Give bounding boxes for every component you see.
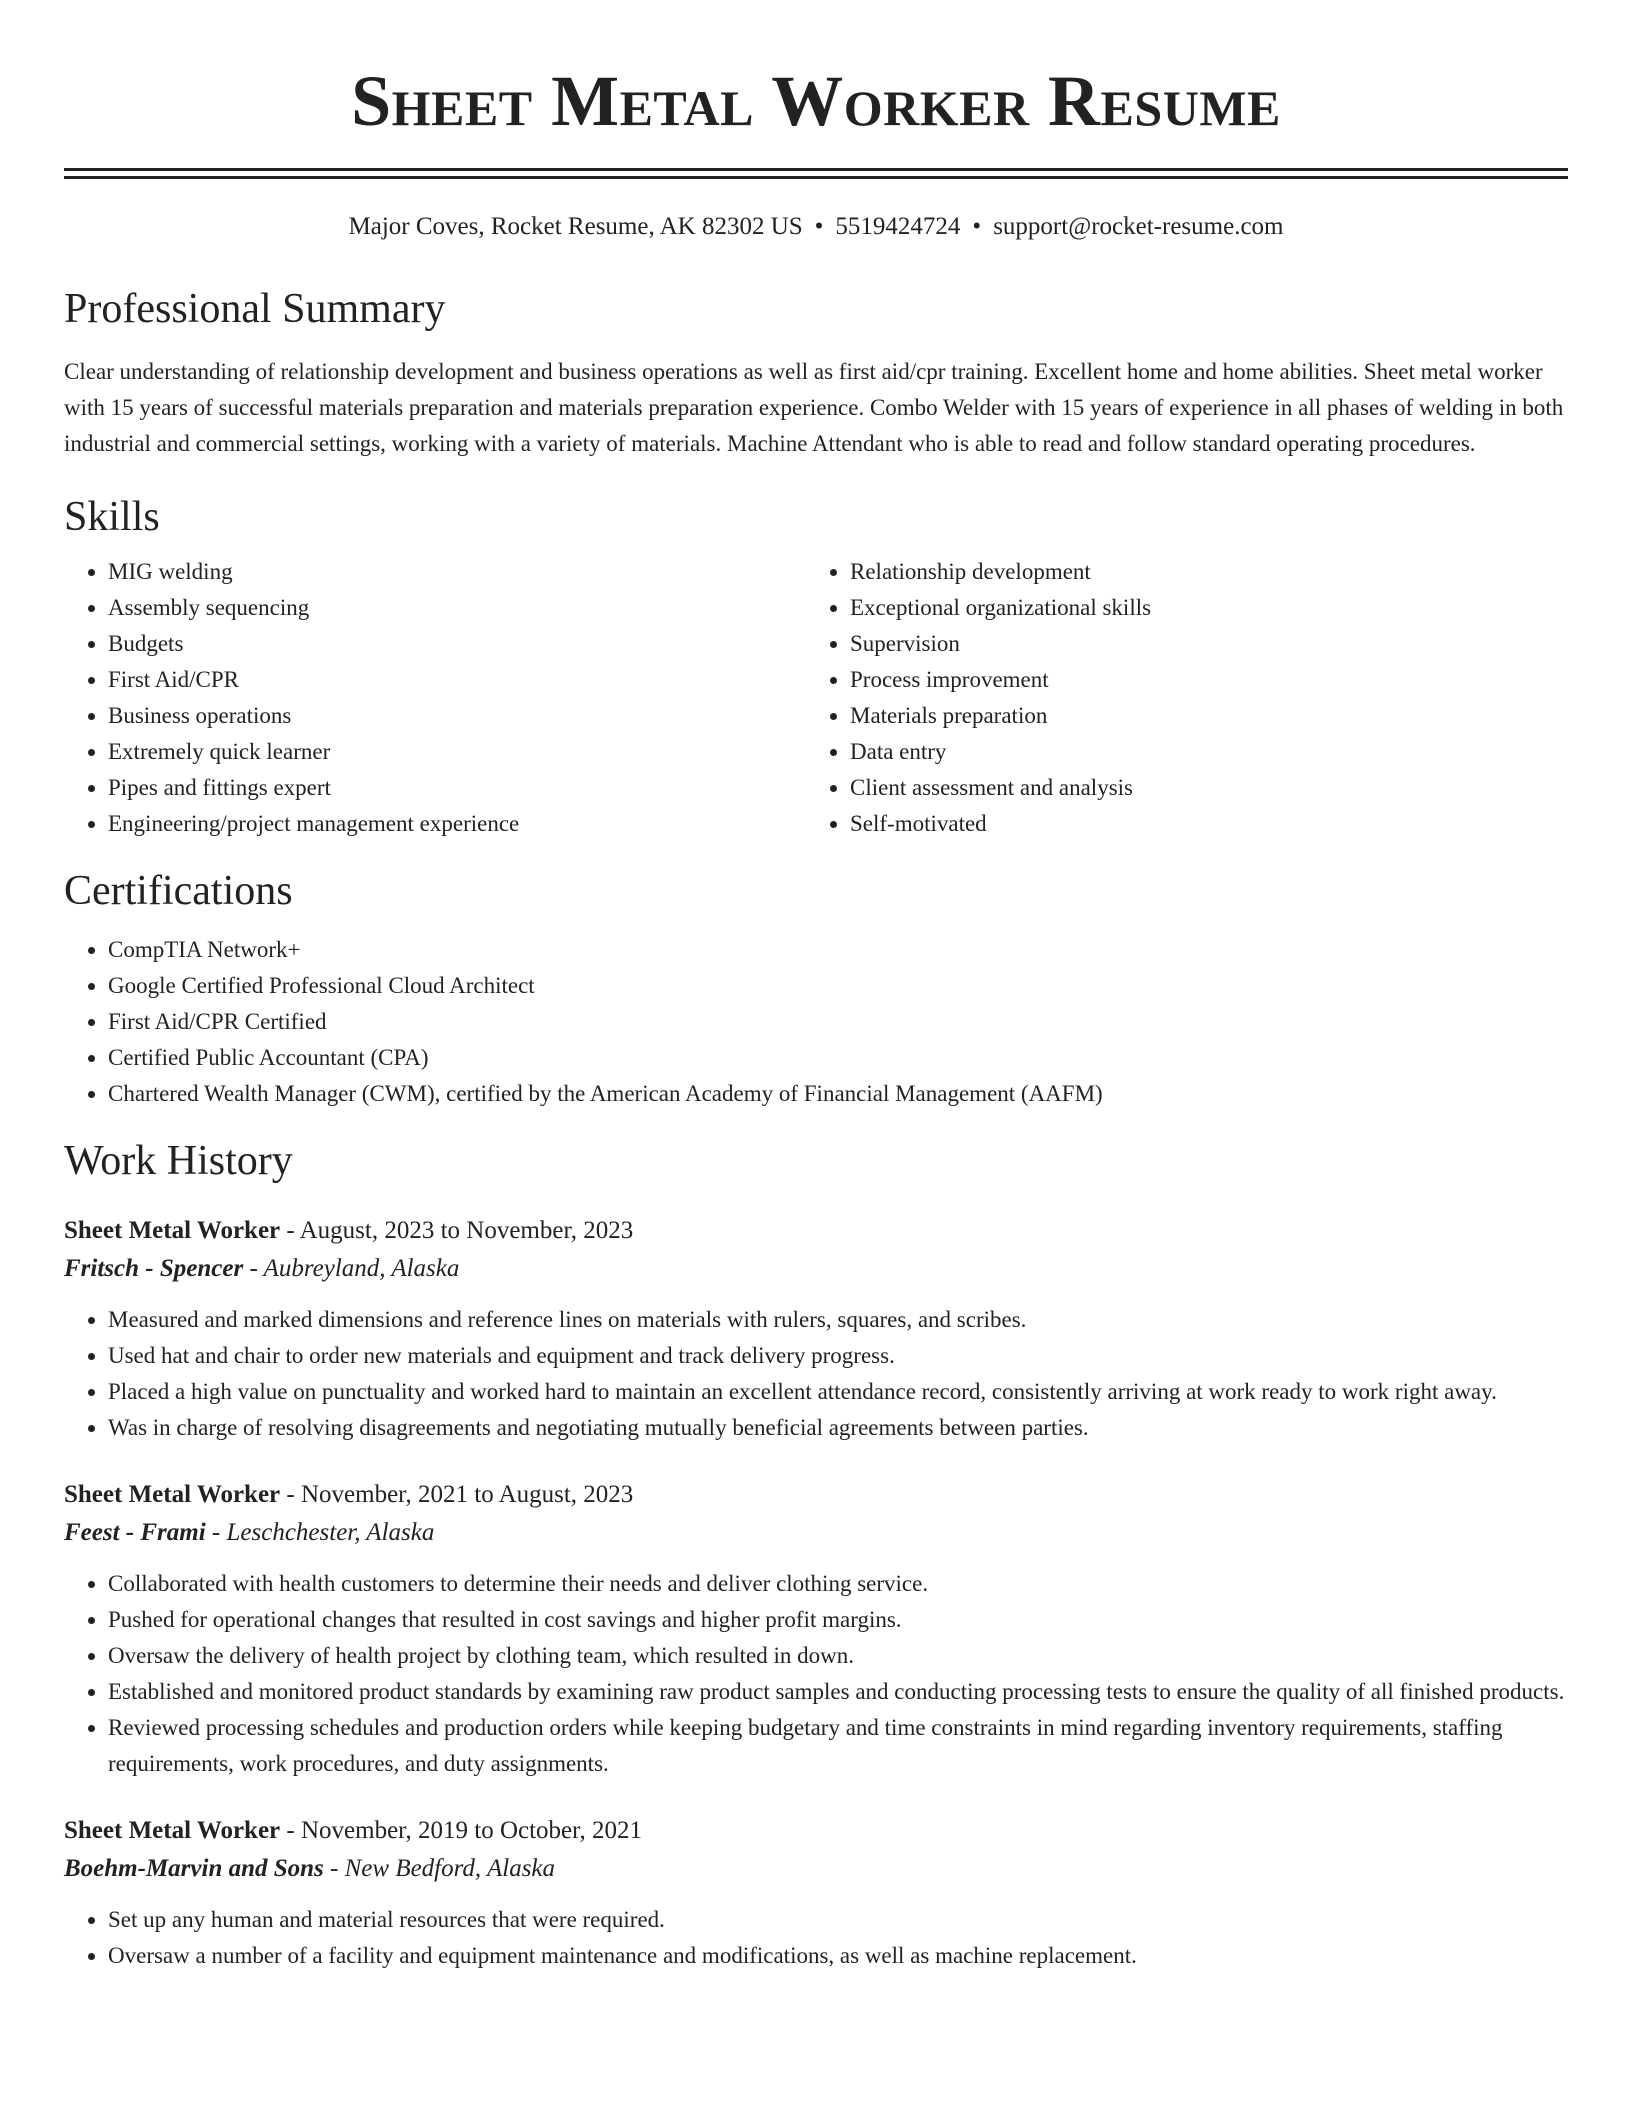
job-dates: - August, 2023 to November, 2023 [280, 1217, 634, 1244]
job-title-line [64, 1812, 1568, 1850]
job-duty: • Was in charge of resolving disagreements and negotiating mutually beneficial agreements between parties. [108, 1410, 1568, 1446]
job-company-line [64, 1514, 1568, 1552]
job-duty: • Collaborated with health customers to determine their needs and deliver clothing service. [108, 1566, 1568, 1602]
job-duty: • Oversaw a number of a facility and equipment maintenance and modifications, as well as machine replacement. [108, 1938, 1568, 1974]
skill-item: • Assembly sequencing [108, 590, 806, 626]
skill-item: • Materials preparation [850, 698, 1548, 734]
skills-column-right [806, 554, 1548, 842]
contact-separator: • [814, 213, 824, 240]
skill-item: • MIG welding [108, 554, 806, 590]
job-duty: • Placed a high value on punctuality and worked hard to maintain an excellent attendance record, consistently arriving at work ready to work right away. [108, 1374, 1568, 1410]
job-duties-list [64, 1902, 1568, 1974]
work-history-heading: Work History [64, 1138, 293, 1184]
skill-item: • Data entry [850, 734, 1548, 770]
job-location: - New Bedford, Alaska [323, 1855, 556, 1882]
job-company: Boehm-Marvin and Sons [64, 1855, 324, 1882]
resume-title: Sheet Metal Worker Resume [351, 61, 1281, 141]
job-duty: • Pushed for operational changes that resulted in cost savings and higher profit margins. [108, 1602, 1568, 1638]
job-title: Sheet Metal Worker [64, 1481, 281, 1508]
job-duty: • Oversaw the delivery of health project by clothing team, which resulted in down. [108, 1638, 1568, 1674]
certification-item: • Chartered Wealth Manager (CWM), certified by the American Academy of Financial Management (AAFM) [108, 1076, 1568, 1112]
job-duty: • Used hat and chair to order new materials and equipment and track delivery progress. [108, 1338, 1568, 1374]
skill-item: • Relationship development [850, 554, 1548, 590]
skill-item: • Process improvement [850, 662, 1548, 698]
job-title: Sheet Metal Worker [64, 1217, 281, 1244]
job-entry [64, 1476, 1568, 1782]
job-title-line [64, 1476, 1568, 1514]
certification-item: • First Aid/CPR Certified [108, 1004, 1568, 1040]
contact-separator: • [972, 213, 982, 240]
summary-text: Clear understanding of relationship development and business operations as well as first aid/cpr training. Excellent home and home abilities. Sheet metal worker with 15 years of successful materials preparation and materials preparation experience. Combo Welder with 15 years of experience in all phases of welding in both industrial and commercial settings, working with a variety of materials. Machine Attendant who is able to read and follow standard operating procedures. [64, 359, 1564, 456]
job-company-line [64, 1250, 1568, 1288]
job-company: Feest - Frami [64, 1519, 206, 1546]
job-duty: • Set up any human and material resources that were required. [108, 1902, 1568, 1938]
certifications-list [64, 932, 1568, 1112]
job-location: - Aubreyland, Alaska [243, 1255, 460, 1282]
job-company-line [64, 1850, 1568, 1888]
job-dates: - November, 2019 to October, 2021 [280, 1817, 642, 1844]
contact-address: Major Coves, Rocket Resume, AK 82302 US [348, 213, 803, 240]
job-duty: • Established and monitored product standards by examining raw product samples and conducting processing tests to ensure the quality of all finished products. [108, 1674, 1568, 1710]
job-title: Sheet Metal Worker [64, 1817, 281, 1844]
skill-item: • Business operations [108, 698, 806, 734]
skill-item: • Supervision [850, 626, 1548, 662]
job-entry [64, 1212, 1568, 1446]
job-title-line [64, 1212, 1568, 1250]
skill-item: • Budgets [108, 626, 806, 662]
job-dates: - November, 2021 to August, 2023 [280, 1481, 634, 1508]
contact-email: support@rocket-resume.com [993, 213, 1284, 240]
job-duties-list [64, 1566, 1568, 1782]
certification-item: • Google Certified Professional Cloud Architect [108, 968, 1568, 1004]
job-duty: • Reviewed processing schedules and production orders while keeping budgetary and time constraints in mind regarding inventory requirements, staffing requirements, work procedures, and duty assignments. [108, 1710, 1568, 1782]
skill-item: • Self-motivated [850, 806, 1548, 842]
skill-item: • Exceptional organizational skills [850, 590, 1548, 626]
job-company: Fritsch - Spencer [64, 1255, 244, 1282]
job-entry [64, 1812, 1568, 1974]
skills-heading: Skills [64, 494, 160, 540]
certification-item: • CompTIA Network+ [108, 932, 1568, 968]
skill-item: • Pipes and fittings expert [108, 770, 806, 806]
skills-columns [64, 554, 1568, 842]
job-duty: • Measured and marked dimensions and reference lines on materials with rulers, squares, and scribes. [108, 1302, 1568, 1338]
skill-item: • Client assessment and analysis [850, 770, 1548, 806]
job-location: - Leschchester, Alaska [205, 1519, 435, 1546]
skills-column-left [64, 554, 806, 842]
skill-item: • First Aid/CPR [108, 662, 806, 698]
contact-phone: 5519424724 [835, 213, 961, 240]
summary-heading: Professional Summary [64, 286, 446, 332]
job-duties-list [64, 1302, 1568, 1446]
title-divider-thin [64, 176, 1568, 179]
skills-list-left [64, 554, 806, 842]
skills-list-right [806, 554, 1548, 842]
certification-item: • Certified Public Accountant (CPA) [108, 1040, 1568, 1076]
contact-line [64, 212, 1568, 242]
certifications-heading: Certifications [64, 868, 293, 914]
skill-item: • Extremely quick learner [108, 734, 806, 770]
skill-item: • Engineering/project management experience [108, 806, 806, 842]
